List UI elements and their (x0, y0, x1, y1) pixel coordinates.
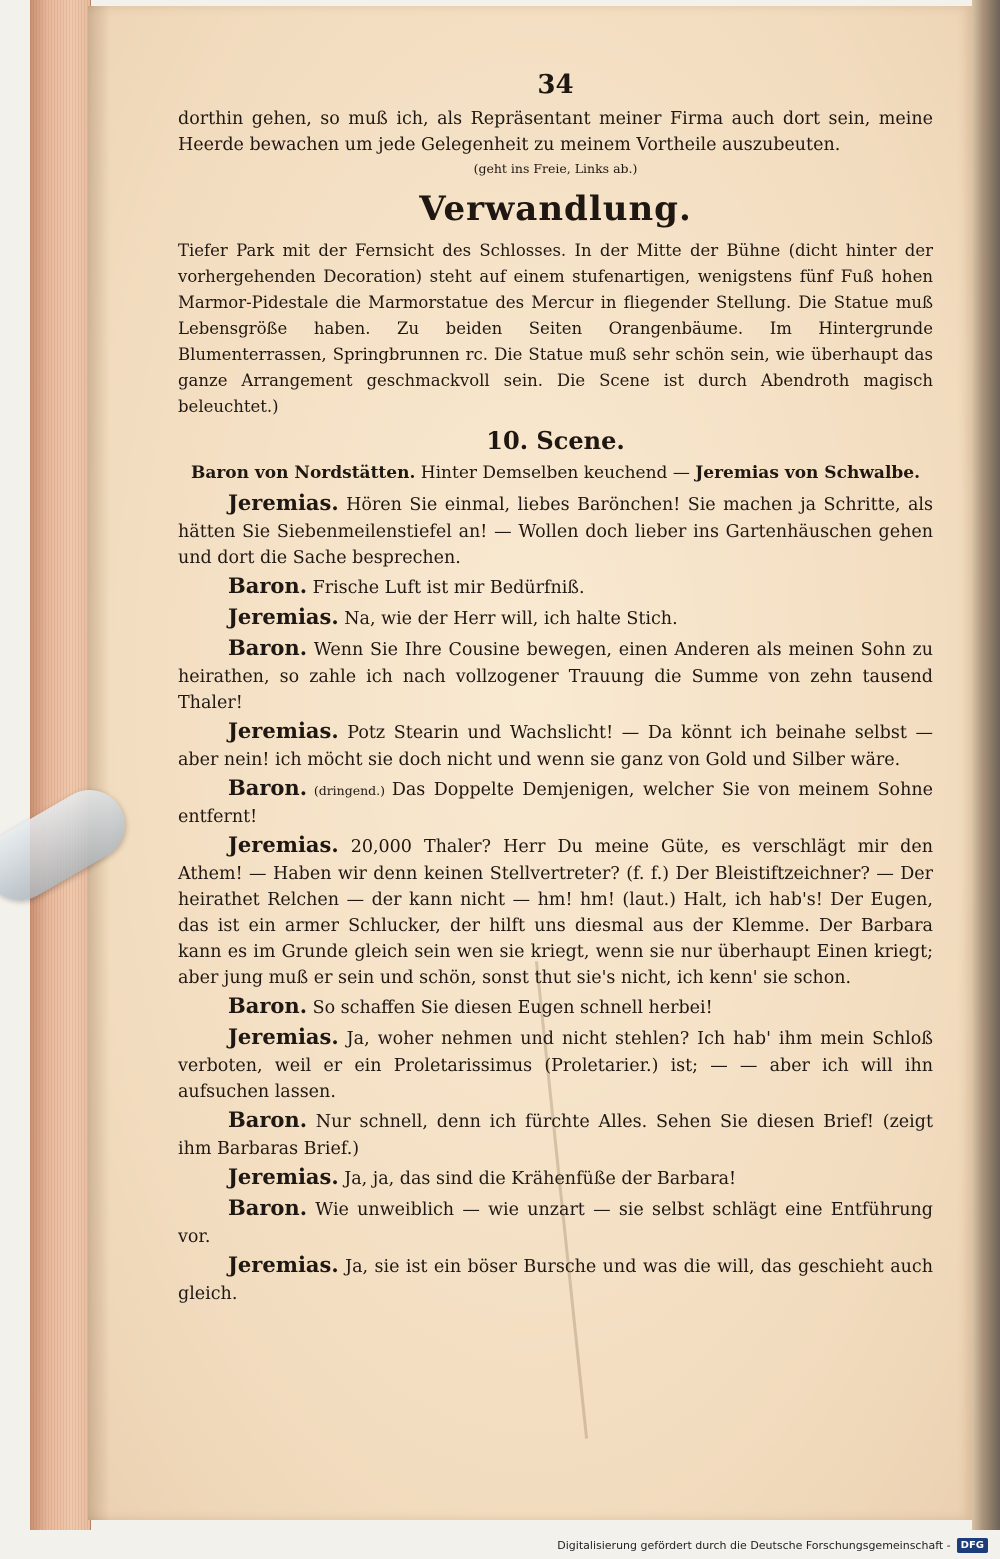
intro-paragraph: dorthin gehen, so muß ich, als Repräsentant meiner Firma auch dort sein, meine Heerde bewachen um jede Gelegenheit zu meinem Vortheile auszubeuten. (178, 109, 933, 155)
footer-text: Digitalisierung gefördert durch die Deutsche Forschungsgemeinschaft - (557, 1539, 951, 1552)
dialogue-line (178, 775, 933, 830)
speech-text: Frische Luft ist mir Bedürfniß. (307, 578, 585, 598)
speaker-name: Baron. (228, 1195, 308, 1220)
speech-text: Potz Stearin und Wachslicht! — Da könnt ich beinahe selbst — aber nein! ich möcht sie doch nicht und wenn sie ganz von Gold und Silber wäre. (178, 723, 933, 770)
dialogue-line (178, 1164, 933, 1193)
speaker-name: Baron. (228, 775, 308, 800)
dialogue-line (178, 573, 933, 602)
speaker-name: Jeremias. (228, 1164, 339, 1189)
speaker-name: Jeremias. (228, 718, 339, 743)
dialogue-line (178, 604, 933, 633)
spine-shadow (88, 6, 110, 1520)
footer (557, 1538, 988, 1553)
dialogue-line (178, 718, 933, 773)
cast-baron: Baron von Nordstätten. (190, 463, 416, 483)
book-right-edge (972, 0, 1000, 1530)
speaker-direction: (dringend.) (307, 783, 392, 798)
speech-text: 20,000 Thaler? Herr Du meine Güte, es verschlägt mir den Athem! — Haben wir denn keinen Stellvertreter? (f. f.) Der Bleistiftzeichner? — Der heirathet Relchen — der kann nicht — hm! hm! (laut.) Halt, ich hab's! Der Eugen, das ist ein armer Schlucker, der hilft uns diesmal aus der Klemme. Der Barbara kann es im Grunde gleich sein wen sie kriegt, wenn sie nur überhaupt Einen kriegt; aber jung muß er sein und schön, sonst thut sie's nicht, ich kenn' sie schon. (178, 837, 933, 988)
speech-text: Hören Sie einmal, liebes Barönchen! Sie machen ja Schritte, als hätten Sie Siebenmeilenstiefel an! — Wollen doch lieber ins Gartenhäuschen gehen und dort die Sache besprechen. (178, 495, 933, 568)
speaker-name: Baron. (228, 1107, 308, 1132)
speaker-name: Baron. (228, 993, 308, 1018)
scene-heading: 10. Scene. (486, 426, 625, 455)
speaker-name: Jeremias. (228, 490, 339, 515)
dialogue-line (178, 635, 933, 716)
speech-text: Na, wie der Herr will, ich halte Stich. (338, 609, 678, 629)
dialogue-line (178, 490, 933, 571)
dialogue-line (178, 993, 933, 1022)
dialogue (178, 490, 933, 1307)
speaker-name: Jeremias. (228, 1252, 339, 1277)
speech-text: Ja, sie ist ein böser Bursche und was die will, das geschieht auch gleich. (178, 1257, 933, 1304)
stage-direction: (geht ins Freie, Links ab.) (473, 161, 638, 176)
dialogue-line (178, 1252, 933, 1307)
speech-text: Das Doppelte Demjenigen, welcher Sie von meinem Sohne entfernt! (178, 780, 933, 827)
dfg-logo: DFG (957, 1538, 988, 1553)
speech-text: Ja, woher nehmen und nicht stehlen? Ich hab' ihm mein Schloß verboten, weil er ein Proletarissimus (Proletarier.) ist; — — aber ich will ihn aufsuchen lassen. (178, 1029, 933, 1102)
dialogue-line (178, 832, 933, 991)
cast-jeremias: Jeremias von Schwalbe. (695, 463, 921, 483)
speaker-name: Baron. (228, 573, 308, 598)
dialogue-line (178, 1024, 933, 1105)
speech-text: Wenn Sie Ihre Cousine bewegen, einen Anderen als meinen Sohn zu heirathen, so zahle ich nach vollzogener Trauung die Summe von zehn tausend Thaler! (178, 640, 933, 713)
dialogue-line (178, 1107, 933, 1162)
page-number: 34 (537, 70, 574, 100)
cast-rest: Hinter Demselben keuchend — (415, 463, 696, 483)
speech-text: Wie unweiblich — wie unzart — sie selbst schlägt eine Entführung vor. (178, 1200, 933, 1247)
dialogue-line (178, 1195, 933, 1250)
speaker-name: Jeremias. (228, 1024, 339, 1049)
page-edge-texture (30, 0, 90, 1530)
scene-description: Tiefer Park mit der Fernsicht des Schlosses. In der Mitte der Bühne (dicht hinter der vorhergehenden Decoration) steht auf einem stufenartigen, wenigstens fünf Fuß hohen Marmor-Pidestale die Marmorstatue des Mercur in fliegender Stellung. Die Statue muß Lebensgröße haben. Zu beiden Seiten Orangenbäume. Im Hintergrunde Blumenterrassen, Springbrunnen rc. Die Statue muß sehr schön sein, wie überhaupt das ganze Arrangement geschmackvoll sein. Die Scene ist durch Abendroth magisch beleuchtet.) (178, 241, 933, 416)
speaker-name: Jeremias. (228, 832, 339, 857)
speaker-name: Jeremias. (228, 604, 339, 629)
book-page-edges (30, 0, 91, 1530)
speaker-name: Baron. (228, 635, 308, 660)
speech-text: So schaffen Sie diesen Eugen schnell herbei! (307, 998, 713, 1018)
transformation-heading: Verwandlung. (419, 189, 692, 229)
speech-text: Ja, ja, das sind die Krähenfüße der Barbara! (338, 1169, 737, 1189)
page-content (178, 70, 933, 1307)
cast-list (178, 460, 933, 486)
speech-text: Nur schnell, denn ich fürchte Alles. Sehen Sie diesen Brief! (zeigt ihm Barbaras Brief.) (178, 1112, 933, 1159)
